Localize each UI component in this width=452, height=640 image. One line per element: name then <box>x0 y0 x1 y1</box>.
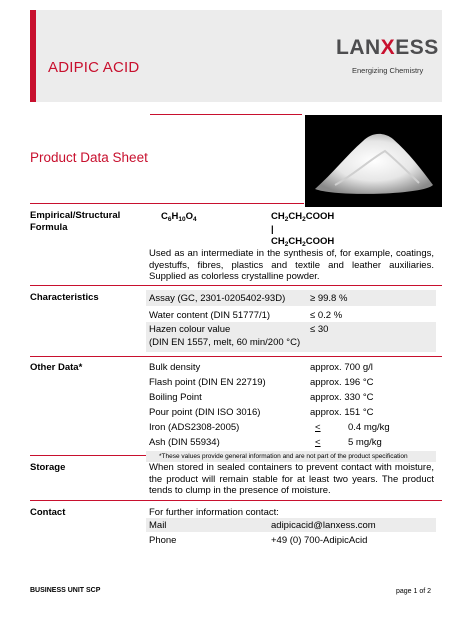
divider <box>150 114 302 115</box>
characteristics-label: Characteristics <box>30 292 99 303</box>
header-accent-bar <box>30 10 36 102</box>
other-data-label: Other Data* <box>30 362 83 373</box>
storage-text: When stored in sealed containers to prevent contact with moisture, the product will remain stable for at least two years. The product tends to clump in the presence of moisture. <box>149 462 434 496</box>
other-data-footnote: *These values provide general information and are not part of the product specification <box>159 453 408 460</box>
lanxess-logo <box>336 36 439 86</box>
other-row-name: Pour point (DIN ISO 3016) <box>149 407 261 418</box>
divider <box>30 285 442 286</box>
divider <box>30 356 442 357</box>
other-row-name: Ash (DIN 55934) <box>149 437 220 448</box>
less-than-operator: < <box>315 437 321 448</box>
less-than-operator: < <box>315 422 321 433</box>
logo-wordmark: LANXESS <box>336 36 439 59</box>
other-row-value: 5 mg/kg <box>348 437 382 448</box>
footer-business-unit: BUSINESS UNIT SCP <box>30 587 101 594</box>
other-row-name: Bulk density <box>149 362 201 373</box>
structural-formula-line1: $CH_2CH_2COOH$ <box>271 211 335 223</box>
other-row-value: approx. 151 °C <box>310 407 374 418</box>
other-row-name: Flash point (DIN EN 22719) <box>149 377 266 388</box>
product-description: Used as an intermediate in the synthesis of, for example, coatings, dyestuffs, fibres, plastics and textile and leather auxiliaries. Supplied as colorless crystalline powder. <box>149 248 434 282</box>
char-row-name: Hazen colour value <box>149 324 231 335</box>
formula-label: Empirical/Structural Formula <box>30 210 121 233</box>
product-data-sheet-title: Product Data Sheet <box>30 150 148 165</box>
contact-row-name: Phone <box>149 535 177 546</box>
other-row-value: approx. 196 °C <box>310 377 374 388</box>
other-row-value: 0.4 mg/kg <box>348 422 390 433</box>
contact-email[interactable]: adipicacid@lanxess.com <box>271 520 376 531</box>
contact-row-name: Mail <box>149 520 167 531</box>
structural-formula-line2: $CH_2CH_2COOH$ <box>271 236 335 248</box>
char-row-value: ≥ 99.8 % <box>310 293 348 304</box>
structural-formula-bond: | <box>271 224 274 235</box>
other-row-name: Iron (ADS2308-2005) <box>149 422 240 433</box>
other-row-value: approx. 700 g/l <box>310 362 373 373</box>
contact-intro: For further information contact: <box>149 507 279 518</box>
divider <box>30 203 304 204</box>
storage-label: Storage <box>30 462 66 473</box>
char-row-name: Assay (GC, 2301-0205402-93D) <box>149 293 286 304</box>
logo-tagline: Energizing Chemistry <box>352 66 424 75</box>
empirical-formula: $C_6H_{10}O_4$ <box>161 211 197 223</box>
document-title: ADIPIC ACID <box>48 59 140 76</box>
other-row-name: Boiling Point <box>149 392 202 403</box>
char-row-value: ≤ 0.2 % <box>310 310 343 321</box>
contact-label: Contact <box>30 507 66 518</box>
char-row-name-detail: (DIN EN 1557, melt, 60 min/200 °C) <box>149 337 301 348</box>
char-row-name: Water content (DIN 51777/1) <box>149 310 271 321</box>
divider <box>30 500 442 501</box>
divider <box>30 455 146 456</box>
product-photo <box>305 115 442 207</box>
other-row-value: approx. 330 °C <box>310 392 374 403</box>
contact-phone: +49 (0) 700-AdipicAcid <box>271 535 368 546</box>
footer-page-number: page 1 of 2 <box>396 588 432 595</box>
char-row-value: ≤ 30 <box>310 324 329 335</box>
